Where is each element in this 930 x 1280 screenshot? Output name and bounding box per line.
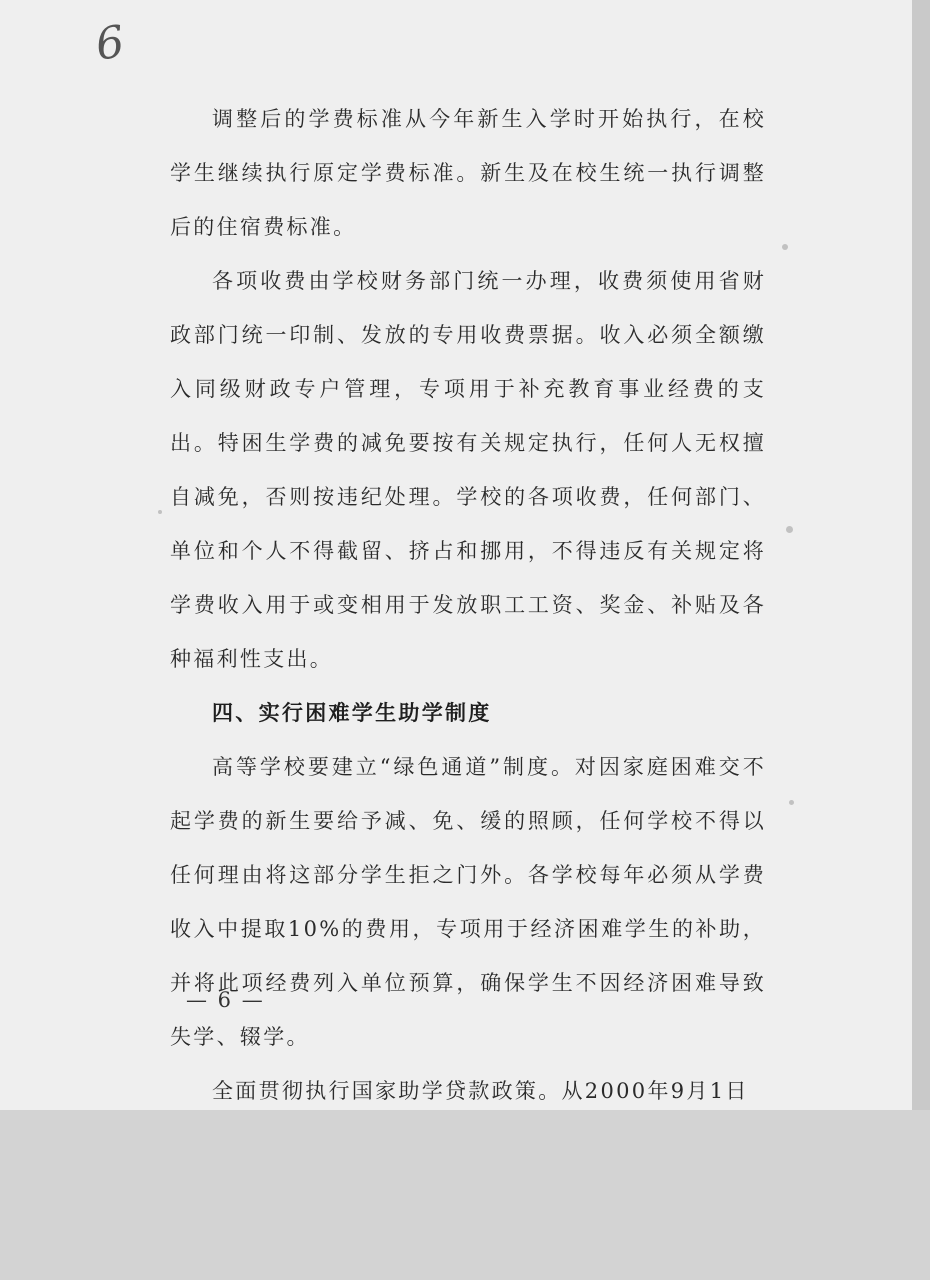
handwritten-page-mark: 6 [92, 16, 128, 71]
paragraph: 全面贯彻执行国家助学贷款政策。从2000年9月1日 [212, 1079, 749, 1103]
scan-edge [912, 0, 930, 1110]
page-number: — 6 — [186, 988, 265, 1012]
scan-speck [158, 510, 162, 514]
scan-speck [782, 244, 788, 250]
scan-background [0, 1110, 930, 1280]
paragraph: 高等学校要建立“绿色通道”制度。对因家庭困难交不起学费的新生要给予减、免、缓的照顾，任何学校不得以任何理由将这部分学生拒之门外。各学校每年必须从学费收入中提取10%的费用，专项用于经济困难学生的补助，并将此项经费列入单位预算，确保学生不因经济困难导致失学、辍学。 [170, 755, 766, 1049]
section-heading: 四、实行困难学生助学制度 [212, 701, 492, 725]
paragraph: 调整后的学费标准从今年新生入学时开始执行，在校学生继续执行原定学费标准。新生及在校生统一执行调整后的住宿费标准。 [170, 107, 766, 239]
document-body [170, 92, 766, 1118]
paragraph: 各项收费由学校财务部门统一办理，收费须使用省财政部门统一印制、发放的专用收费票据。收入必须全额缴入同级财政专户管理，专项用于补充教育事业经费的支出。特困生学费的减免要按有关规定执行，任何人无权擅自减免，否则按违纪处理。学校的各项收费，任何部门、单位和个人不得截留、挤占和挪用，不得违反有关规定将学费收入用于或变相用于发放职工工资、奖金、补贴及各种福利性支出。 [170, 269, 766, 671]
scan-speck [786, 526, 793, 533]
scan-speck [789, 800, 794, 805]
